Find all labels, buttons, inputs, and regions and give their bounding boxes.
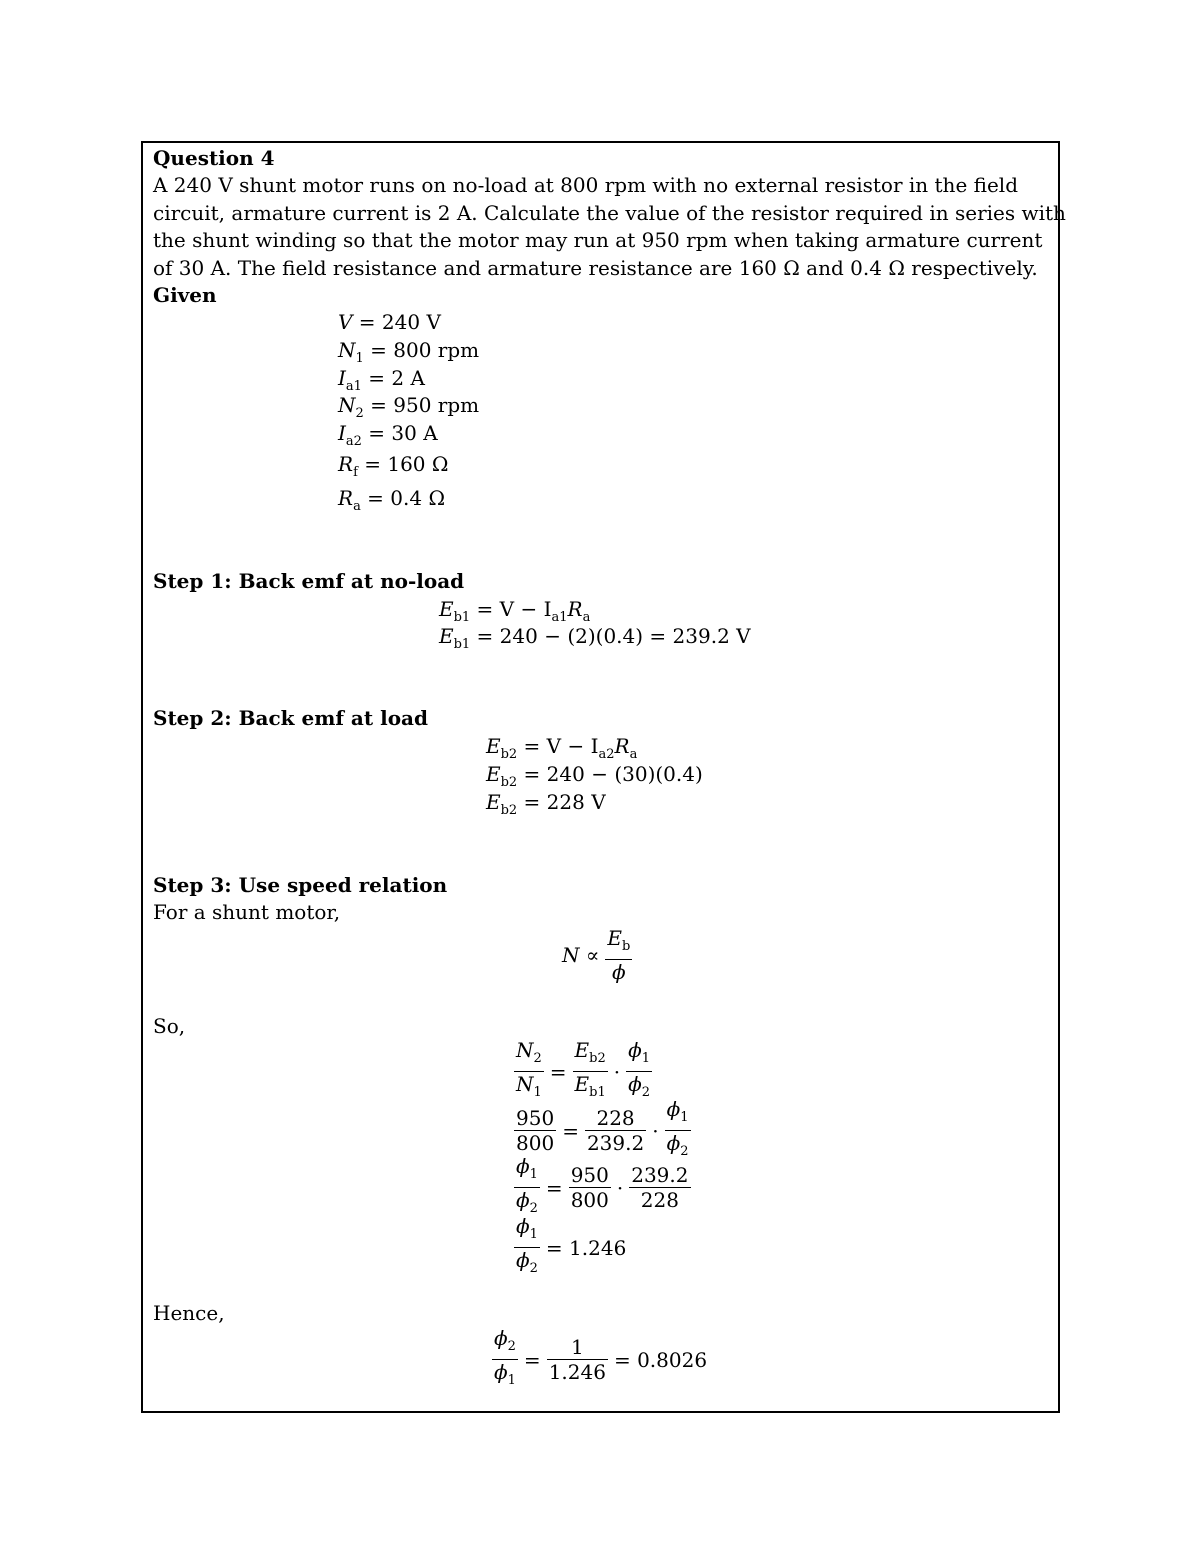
question-line-4: of 30 A. The field resistance and armature resistance are 160 Ω and 0.4 Ω respectively. [153,256,1038,280]
given-heading: Given [153,283,217,307]
speed-proportionality: N ∝ $\frac{E_b}{\phi}$ [562,926,631,984]
hence-label: Hence, [153,1301,225,1325]
given-item: $I_{a2} = 30$ A [338,421,438,449]
flux-ratio-result: $\frac{\phi_2}{\phi_1}$ = $\frac{1}{1.246}$ = 0.8026 [494,1326,708,1388]
given-item: $N_1 = 800$ rpm [338,338,480,366]
ratio-equation-1: $\frac{N_2}{N_1}$ = $\frac{E_{b2}}{E_{b1}}$ · $\frac{\phi_1}{\phi_2}$ [516,1038,651,1100]
ratio-equation-4: $\frac{\phi_1}{\phi_2}$ = 1.246 [516,1214,627,1276]
ratio-equation-2: $\frac{950}{800}$ = $\frac{228}{239.2}$ · $\frac{\phi_1}{\phi_2}$ [516,1097,689,1159]
given-item: $N_2 = 950$ rpm [338,393,480,421]
step2-eq1: $E_{b2} = V - I_{a2}R_a$ [486,734,638,762]
given-item: V = 240 V [338,310,441,334]
step1-eq1: $E_{b1} = V - I_{a1}R_a$ [439,597,591,625]
question-line-3: the shunt winding so that the motor may run at 950 rpm when taking armature current [153,228,1043,252]
given-item: $R_f = 160$ Ω [338,452,449,480]
step3-intro: For a shunt motor, [153,900,341,924]
given-item: $I_{a1} = 2$ A [338,366,425,394]
question-line-2: circuit, armature current is 2 A. Calculate the value of the resistor required in series with [153,201,1066,225]
step1-eq2: $E_{b1} = 240 - (2)(0.4) = 239.2$ V [439,624,751,652]
step3-heading: Step 3: Use speed relation [153,873,448,897]
question-line-1: A 240 V shunt motor runs on no-load at 800 rpm with no external resistor in the field [153,173,1019,197]
step1-heading: Step 1: Back emf at no-load [153,569,465,593]
given-item: $R_a = 0.4$ Ω [338,486,446,514]
ratio-equation-3: $\frac{\phi_1}{\phi_2}$ = $\frac{950}{800}$ · $\frac{239.2}{228}$ [516,1154,689,1216]
step2-eq2: $E_{b2} = 240 - (30)(0.4)$ [486,762,703,790]
step2-eq3: $E_{b2} = 228$ V [486,790,606,818]
so-label: So, [153,1014,186,1038]
step2-heading: Step 2: Back emf at load [153,706,428,730]
question-title: Question 4 [153,146,275,170]
